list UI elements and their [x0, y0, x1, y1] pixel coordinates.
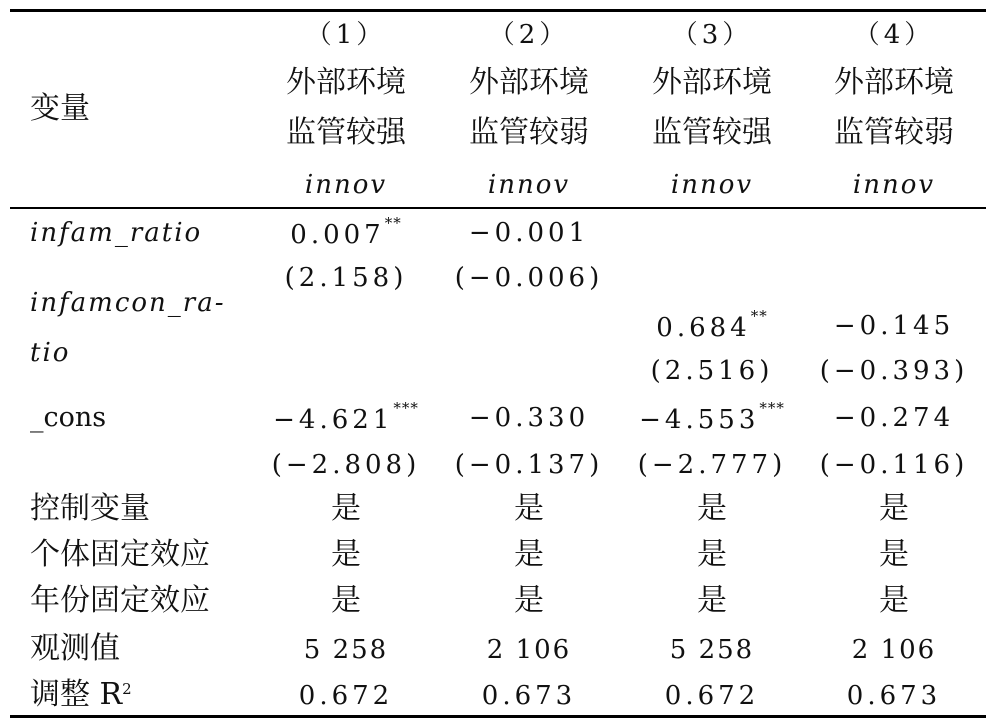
r2-col1: 0.672	[298, 681, 394, 711]
obs-col3: 5 258	[669, 635, 755, 665]
infamcon-ratio-col4-tstat: (−0.393)	[819, 356, 969, 386]
controls-col3: 是	[697, 491, 727, 526]
controls-col4: 是	[879, 491, 909, 526]
infamcon-ratio-col3-coef: 0.684**	[656, 307, 768, 343]
r2-col3: 0.672	[664, 681, 760, 711]
year-fe-col3: 是	[697, 583, 727, 618]
significance-stars: ***	[759, 399, 785, 417]
row-label-controls: 控制变量	[30, 491, 150, 526]
variable-header: 变量	[30, 91, 90, 126]
col2-dependent-var: innov	[487, 170, 571, 200]
cons-col4-coef: −0.274	[833, 403, 955, 433]
col1-title-line1: 外部环境	[286, 65, 406, 100]
infamcon-ratio-col3-tstat: (2.516)	[650, 356, 774, 386]
significance-stars: **	[750, 307, 768, 325]
year-fe-col1: 是	[331, 583, 361, 618]
obs-col4: 2 106	[851, 635, 937, 665]
firm-fe-col3: 是	[697, 537, 727, 572]
firm-fe-col1: 是	[331, 537, 361, 572]
col2-title-line1: 外部环境	[469, 65, 589, 100]
cons-col3-tstat: (−2.777)	[637, 450, 787, 480]
year-fe-col4: 是	[879, 583, 909, 618]
r2-col4: 0.673	[846, 681, 942, 711]
obs-col1: 5 258	[303, 635, 389, 665]
cons-col2-coef: −0.330	[468, 403, 590, 433]
col1-dependent-var: innov	[304, 170, 388, 200]
row-label-year-fe: 年份固定效应	[30, 583, 210, 618]
cons-col3-coef: −4.553***	[639, 399, 785, 435]
col3-dependent-var: innov	[670, 170, 754, 200]
r2-col2: 0.673	[481, 681, 577, 711]
col2-number: （2）	[488, 20, 570, 50]
infam-ratio-col1-coef: 0.007**	[290, 214, 402, 250]
infam-ratio-col2-tstat: (−0.006)	[454, 263, 604, 293]
infam-ratio-col2-coef: −0.001	[468, 218, 590, 248]
col3-number: （3）	[671, 20, 753, 50]
firm-fe-col2: 是	[514, 537, 544, 572]
bottom-rule	[10, 715, 986, 718]
col1-title-line2: 监管较强	[286, 115, 406, 150]
cons-col4-tstat: (−0.116)	[819, 450, 969, 480]
top-rule	[10, 9, 986, 12]
col4-title-line2: 监管较弱	[834, 115, 954, 150]
obs-col2: 2 106	[486, 635, 572, 665]
controls-col2: 是	[514, 491, 544, 526]
row-label-adj-r2: 调整 $R^2$	[30, 677, 132, 712]
firm-fe-col4: 是	[879, 537, 909, 572]
row-label-cons: _cons	[30, 402, 107, 433]
infamcon-ratio-col4-coef: −0.145	[833, 311, 955, 341]
col4-title-line1: 外部环境	[834, 65, 954, 100]
row-label-infamcon-ratio-line1: infamcon_ra-	[30, 288, 226, 318]
row-label-infam-ratio: infam_ratio	[30, 218, 203, 248]
significance-stars: **	[384, 214, 402, 232]
col3-title-line1: 外部环境	[652, 65, 772, 100]
row-label-infamcon-ratio-line2: tio	[30, 338, 71, 368]
infam-ratio-col1-tstat: (2.158)	[284, 263, 408, 293]
controls-col1: 是	[331, 491, 361, 526]
cons-col1-coef: −4.621***	[273, 399, 419, 435]
header-rule	[10, 207, 986, 209]
row-label-observations: 观测值	[30, 631, 120, 666]
col4-number: （4）	[853, 20, 935, 50]
significance-stars: ***	[393, 399, 419, 417]
col3-title-line2: 监管较强	[652, 115, 772, 150]
year-fe-col2: 是	[514, 583, 544, 618]
col1-number: （1）	[305, 20, 387, 50]
col2-title-line2: 监管较弱	[469, 115, 589, 150]
cons-col2-tstat: (−0.137)	[454, 450, 604, 480]
cons-col1-tstat: (−2.808)	[271, 450, 421, 480]
row-label-firm-fe: 个体固定效应	[30, 537, 210, 572]
col4-dependent-var: innov	[852, 170, 936, 200]
